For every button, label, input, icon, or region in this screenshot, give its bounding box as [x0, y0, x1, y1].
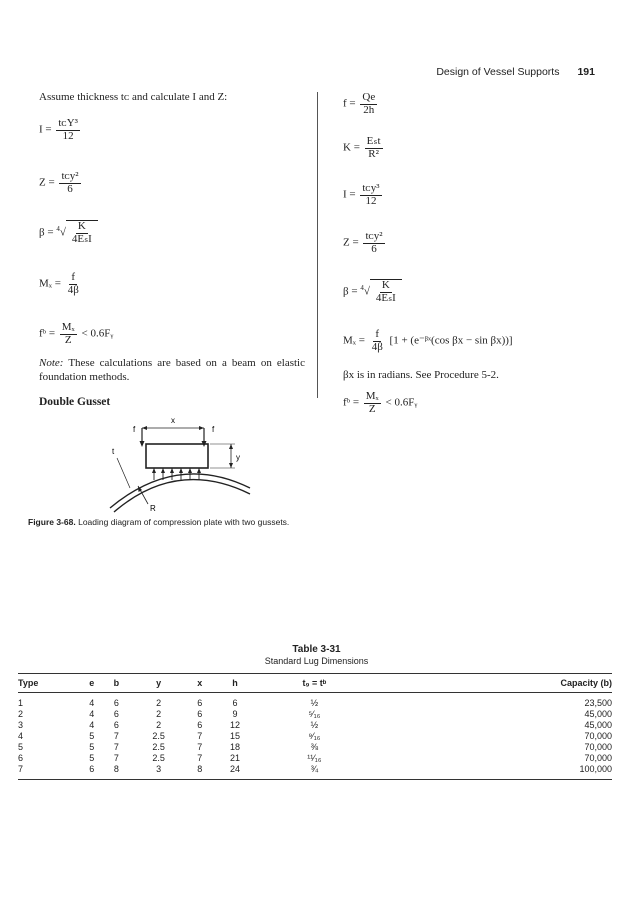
equation-Z-left: Z = $\frac{\text{tᴄy²}}{6}$ [39, 170, 79, 195]
page-header [436, 66, 595, 78]
intro-text: Assume thickness tᴄ and calculate I and Z: [39, 91, 228, 103]
vessel-shell-inner [114, 480, 250, 512]
equation-Mx-left: Mₓ = $\frac{f}{4\beta}$ [39, 271, 79, 296]
col-header-capacity: Capacity (b) [370, 674, 612, 693]
figure-caption: Figure 3-68. Loading diagram of compression plate with two gussets. [28, 517, 290, 527]
page-number: 191 [577, 66, 595, 78]
label-f-left: f [133, 425, 136, 434]
equation-fb-right: fᵇ = $\frac{\text{Mₓ}}{Z}$ < 0.6Fᵧ [343, 390, 418, 415]
col-header-x: x [188, 674, 212, 693]
table-row: 4 5 7 2.5 7 15 ⁹⁄₁₆ 70,000 [18, 731, 612, 741]
vessel-shell-outer [110, 474, 250, 508]
t-leader-line [117, 458, 130, 488]
label-f-right: f [212, 425, 215, 434]
equation-beta-left: β = $^4$√ $\frac{K}{\text{4EₛI}}$ [39, 220, 98, 245]
note-paragraph: Note: These calculations are based on a beam on elastic foundation methods. [39, 357, 305, 383]
equation-f-right: f = $\frac{Qe}{2h}$ [343, 91, 376, 116]
col-header-thickness: t₉ = tᵇ [259, 674, 371, 693]
radians-note: βx is in radians. See Procedure 5-2. [343, 369, 499, 381]
equation-I-right: I = $\frac{\text{tᴄy³}}{12}$ [343, 182, 380, 207]
table-row: 6 5 7 2.5 7 21 ¹¹⁄₁₆ 70,000 [18, 753, 612, 763]
table-row: 1 4 6 2 6 6 ½ 23,500 [18, 698, 612, 708]
label-x: x [171, 416, 175, 425]
equation-K-right: K = $\frac{\text{Eₛt}}{\text{R²}}$ [343, 135, 381, 160]
table-header-row [18, 674, 612, 693]
col-header-e: e [80, 674, 104, 693]
column-divider [317, 92, 318, 398]
table-row: 3 4 6 2 6 12 ½ 45,000 [18, 720, 612, 730]
table-title: Table 3-31 [292, 644, 341, 655]
label-y: y [236, 453, 240, 462]
equation-I-left: I = $\frac{\text{tᴄY³}}{12}$ [39, 117, 78, 142]
equation-beta-right: β = $^4$√ $\frac{K}{\text{4EₛI}}$ [343, 279, 402, 304]
col-header-type: Type [18, 674, 80, 693]
standard-lug-table [18, 673, 612, 780]
table-row: 2 4 6 2 6 9 ⁵⁄₁₆ 45,000 [18, 709, 612, 719]
section-heading-double-gusset: Double Gusset [39, 396, 111, 408]
table-subtitle: Standard Lug Dimensions [264, 656, 369, 666]
loading-diagram-figure [100, 410, 270, 515]
col-header-b: b [104, 674, 130, 693]
equation-fb-left: fᵇ = $\frac{\text{Mₓ}}{Z}$ < 0.6Fᵧ [39, 321, 114, 346]
table-row: 5 5 7 2.5 7 18 ⅜ 70,000 [18, 742, 612, 752]
header-title: Design of Vessel Supports [436, 66, 560, 78]
col-header-h: h [212, 674, 259, 693]
compression-plate [146, 444, 208, 468]
table-row: 7 6 8 3 8 24 ¾ 100,000 [18, 764, 612, 780]
label-R: R [150, 504, 156, 513]
label-t: t [112, 447, 115, 456]
col-header-y: y [129, 674, 188, 693]
equation-Mx-right: Mₓ = $\frac{f}{4\beta}$ [1 + (e⁻ᵝˣ(cos βx − sin βx))] [343, 328, 513, 353]
equation-Z-right: Z = $\frac{\text{tᴄy²}}{6}$ [343, 230, 383, 255]
